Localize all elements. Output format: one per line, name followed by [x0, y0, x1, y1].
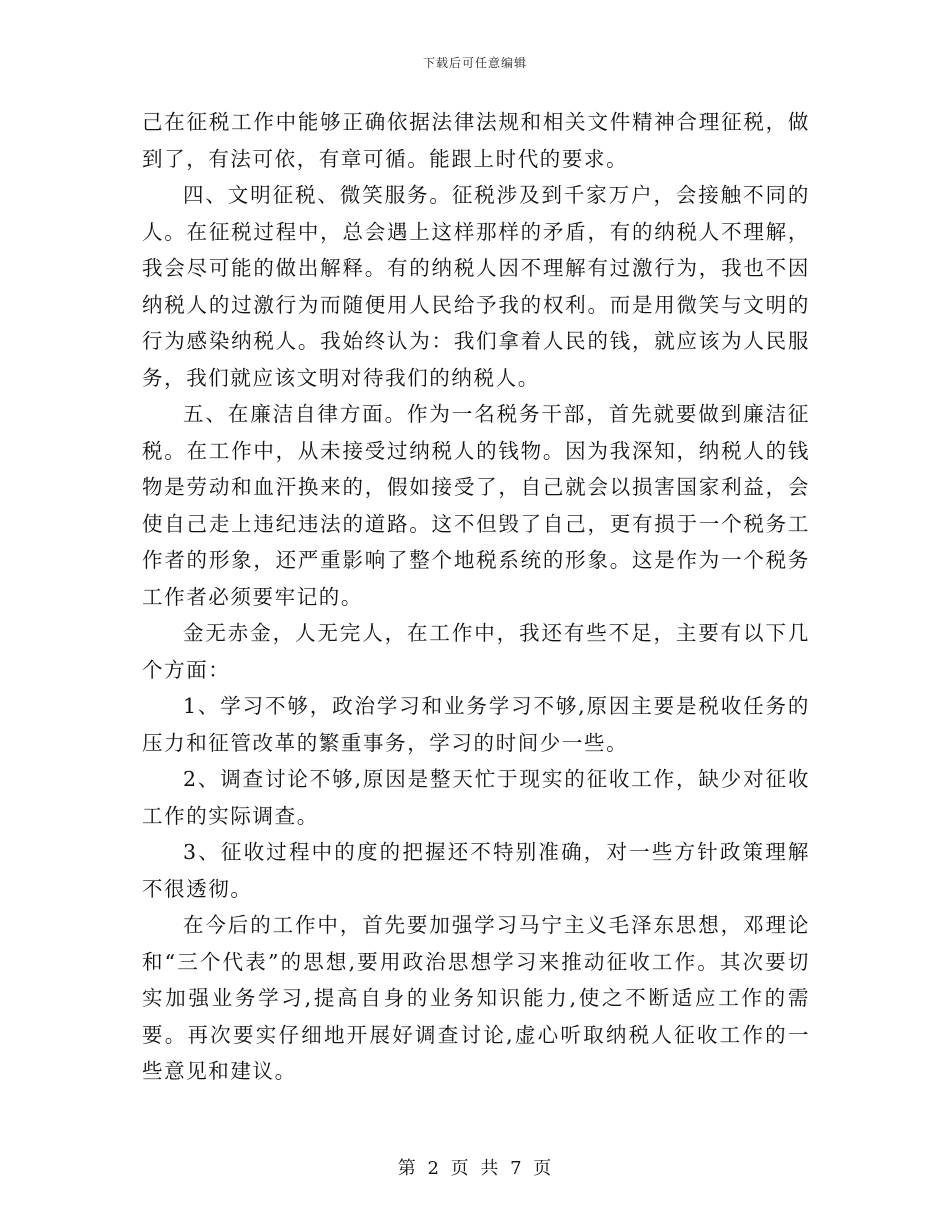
paragraph-shortcoming-1: 1、学习不够，政治学习和业务学习不够,原因主要是税收任务的压力和征管改革的繁重事务，学习的时间少一些。 [142, 694, 810, 755]
paragraph-civilized-service: 四、文明征税、微笑服务。征税涉及到千家万户，会接触不同的人。在征税过程中，总会遇上这样那样的矛盾，有的纳税人不理解，我会尽可能的做出解释。有的纳税人因不理解有过激行为，我也不因纳税人的过激行为而随便用人民给予我的权利。而是用微笑与文明的行为感染纳税人。我始终认为：我们拿着人民的钱，就应该为人民服务，我们就应该文明对待我们的纳税人。 [142, 183, 810, 390]
paragraph-continuation: 己在征税工作中能够正确依据法律法规和相关文件精神合理征税，做到了，有法可依，有章可循。能跟上时代的要求。 [142, 110, 810, 171]
paragraph-shortcoming-2: 2、调查讨论不够,原因是整天忙于现实的征收工作，缺少对征收工作的实际调查。 [142, 767, 810, 828]
paragraph-shortcomings-intro: 金无赤金，人无完人，在工作中，我还有些不足，主要有以下几个方面： [142, 621, 810, 682]
paragraph-integrity: 五、在廉洁自律方面。作为一名税务干部，首先就要做到廉洁征税。在工作中，从未接受过纳税人的钱物。因为我深知，纳税人的钱物是劳动和血汗换来的，假如接受了，自己就会以损害国家利益，会使自己走上违纪违法的道路。这不但毁了自己，更有损于一个税务工作者的形象，还严重影响了整个地税系统的形象。这是作为一个税务工作者必须要牢记的。 [142, 402, 810, 609]
page-number: 第 2 页 共 7 页 [397, 1158, 553, 1179]
page-header: 下载后可任意编辑 [422, 56, 527, 70]
paragraph-shortcoming-3: 3、征收过程中的度的把握还不特别准确，对一些方针政策理解不很透彻。 [142, 840, 810, 901]
document-body [142, 104, 810, 1090]
paragraph-future-work: 在今后的工作中，首先要加强学习马宁主义毛泽东思想，邓理论和“三个代表”的思想,要用政治思想学习来推动征收工作。其次要切实加强业务学习,提高自身的业务知识能力,使之不断适应工作的需要。再次要实仔细地开展好调查讨论,虚心听取纳税人征收工作的一些意见和建议。 [142, 913, 810, 1083]
